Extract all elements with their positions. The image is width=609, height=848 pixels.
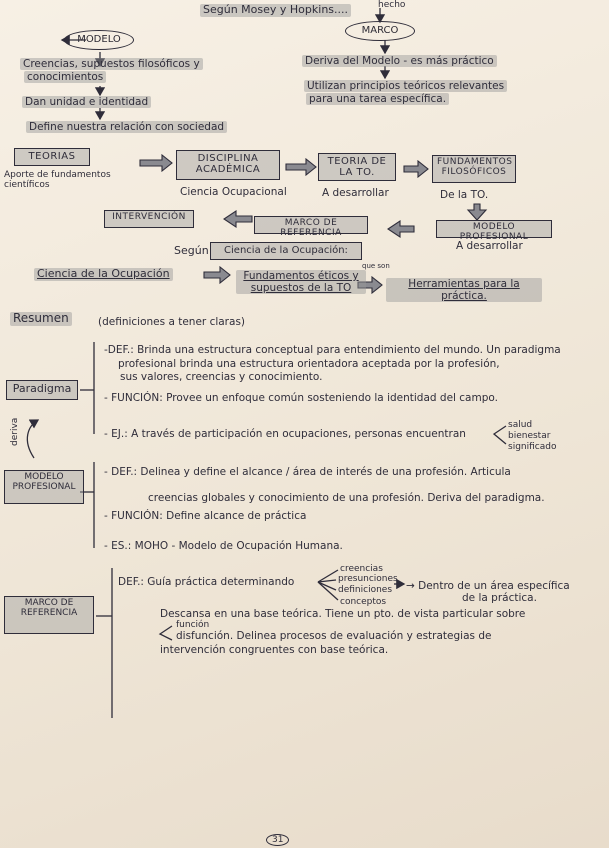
deriva-note: deriva bbox=[10, 417, 20, 446]
resumen-title: Resumen bbox=[10, 312, 72, 326]
ej-item-significado: significado bbox=[508, 442, 557, 452]
herramientas-text: Herramientas para la práctica. bbox=[386, 278, 542, 302]
modelo-line2: Dan unidad e identidad bbox=[22, 96, 151, 108]
modelo-line3: Define nuestra relación con sociedad bbox=[26, 121, 227, 133]
modelo-profesional-def2: creencias globales y conocimiento de una profesión. Deriva del paradigma. bbox=[148, 492, 545, 504]
modelo-oval: MODELO bbox=[64, 30, 134, 50]
ej-item-bienestar: bienestar bbox=[508, 431, 551, 441]
marco-line2: Utilizan principios teóricos relevantes bbox=[304, 80, 507, 92]
marco-line3: intervención congruentes con base teórica. bbox=[160, 644, 389, 656]
teorias-box: TEORIAS bbox=[14, 148, 90, 166]
teoria-to-box: TEORIA DE LA TO. bbox=[318, 153, 396, 181]
modelo-profesional-subtitle: A desarrollar bbox=[456, 240, 523, 252]
page-header-title: Según Mosey y Hopkins.... bbox=[200, 4, 351, 17]
modelo-line1: Creencias, supuestos filosóficos y bbox=[20, 58, 203, 70]
marco-result: → Dentro de un área específica bbox=[406, 580, 570, 592]
marco-referencia-def: DEF.: Guía práctica determinando bbox=[118, 576, 295, 588]
teoria-to-subtitle: A desarrollar bbox=[322, 187, 389, 199]
teorias-subtitle: Aporte de fundamentos científicos bbox=[4, 170, 111, 191]
disciplina-box: DISCIPLINA ACADÉMICA bbox=[176, 150, 280, 180]
modelo-profesional-label-box: MODELO PROFESIONAL bbox=[4, 470, 84, 504]
paradigma-ejemplo: - EJ.: A través de participación en ocupaciones, personas encuentran bbox=[104, 428, 466, 440]
page-number: 31 bbox=[266, 834, 289, 846]
fundamentos-subtitle: De la TO. bbox=[440, 189, 489, 201]
ej-item-salud: salud bbox=[508, 420, 533, 430]
disciplina-subtitle: Ciencia Ocupacional bbox=[180, 186, 287, 198]
branch-conceptos: conceptos bbox=[340, 597, 387, 607]
marco-referencia-label-box: MARCO DE REFERENCIA bbox=[4, 596, 94, 634]
paradigma-box: Paradigma bbox=[6, 380, 78, 400]
marco-funcion: función bbox=[176, 620, 210, 630]
paradigma-def2: profesional brinda una estructura orientadora aceptada por la profesión, bbox=[118, 358, 500, 370]
paradigma-funcion: - FUNCIÓN: Provee un enfoque común sosteniendo la identidad del campo. bbox=[104, 392, 498, 404]
marco-line1: Deriva del Modelo - es más práctico bbox=[302, 55, 497, 67]
ciencia-ocupacion-text: Ciencia de la Ocupación bbox=[34, 268, 173, 281]
branch-definiciones: definiciones bbox=[338, 585, 393, 595]
paradigma-def: -DEF.: Brinda una estructura conceptual para entendimiento del mundo. Un paradigma bbox=[104, 344, 561, 356]
segun-ciencia-box: Ciencia de la Ocupación: bbox=[210, 242, 362, 260]
marco-oval: MARCO bbox=[345, 21, 415, 41]
branch-creencias: creencias bbox=[340, 564, 383, 574]
branch-presunciones: presunciones bbox=[338, 574, 398, 584]
header-corner-note: hecho bbox=[378, 0, 406, 10]
modelo-profesional-es: - ES.: MOHO - Modelo de Ocupación Humana. bbox=[104, 540, 343, 552]
modelo-profesional-funcion: - FUNCIÓN: Define alcance de práctica bbox=[104, 510, 307, 522]
paradigma-def3: sus valores, creencias y conocimiento. bbox=[120, 371, 323, 383]
modelo-line1b: conocimientos bbox=[24, 71, 106, 83]
resumen-subtitle: (definiciones a tener claras) bbox=[98, 316, 246, 328]
fundamentos-box: FUNDAMENTOS FILOSÓFICOS bbox=[432, 155, 516, 183]
intervencion-box: INTERVENCIÓN bbox=[104, 210, 194, 228]
marco-line3: para una tarea específica. bbox=[306, 93, 449, 105]
marco-line1: Descansa en una base teórica. Tiene un pto. de vista particular sobre bbox=[160, 608, 526, 620]
que-son-note: que son bbox=[362, 262, 390, 270]
marco-result2: de la práctica. bbox=[462, 592, 537, 604]
modelo-profesional-def: - DEF.: Delinea y define el alcance / área de interés de una profesión. Articula bbox=[104, 466, 511, 478]
modelo-profesional-box: MODELO PROFESIONAL bbox=[436, 220, 552, 238]
fundamentos-eticos-text: Fundamentos éticos y supuestos de la TO bbox=[236, 270, 366, 294]
marco-line2: disfunción. Delinea procesos de evaluación y estrategias de bbox=[176, 630, 492, 642]
marco-referencia-box: MARCO DE REFERENCIA bbox=[254, 216, 368, 234]
segun-label: Según bbox=[174, 244, 209, 257]
